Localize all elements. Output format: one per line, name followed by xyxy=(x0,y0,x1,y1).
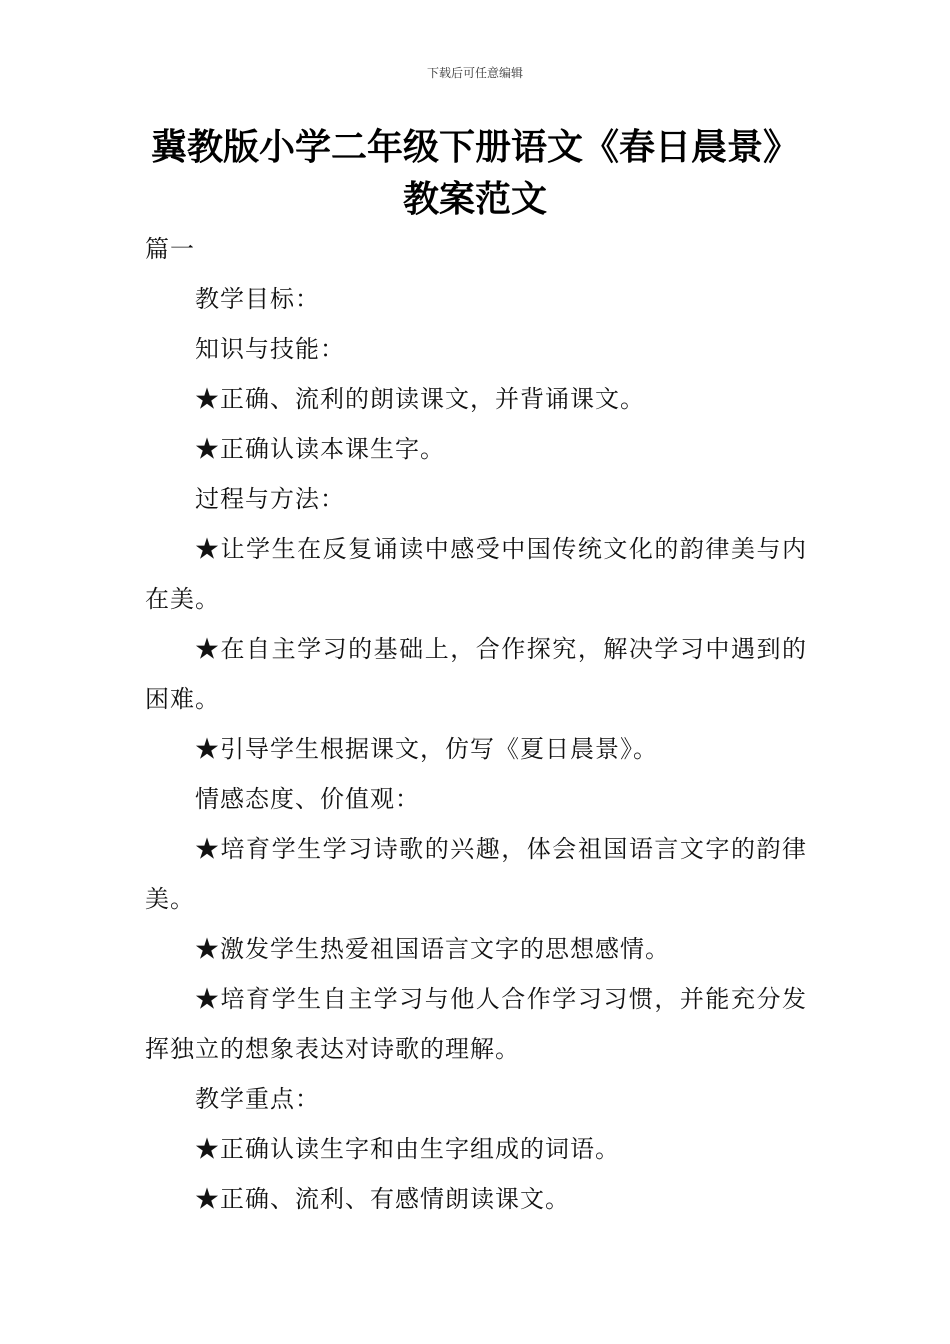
title-line-1: 冀教版小学二年级下册语文《春日晨景》 xyxy=(150,127,799,168)
paragraph-bullet: ★正确、流利的朗读课文，并背诵课文。 xyxy=(195,385,645,413)
document-title xyxy=(120,122,830,226)
paragraph-bullet: ★培育学生学习诗歌的兴趣，体会祖国语言文字的韵律美。 xyxy=(145,835,807,913)
paragraph-knowledge-skills: 知识与技能： xyxy=(195,335,345,363)
paragraph-bullet: ★培育学生自主学习与他人合作学习习惯，并能充分发挥独立的想象表达对诗歌的理解。 xyxy=(145,985,807,1063)
paragraph-bullet: ★正确认读生字和由生字组成的词语。 xyxy=(195,1135,620,1163)
document-body xyxy=(145,224,807,1224)
paragraph-bullet: ★正确认读本课生字。 xyxy=(195,435,445,463)
paragraph-bullet: ★在自主学习的基础上，合作探究，解决学习中遇到的困难。 xyxy=(145,635,807,713)
paragraph-bullet: ★正确、流利、有感情朗读课文。 xyxy=(195,1185,570,1213)
paragraph-teaching-focus: 教学重点： xyxy=(195,1085,320,1113)
header-note: 下载后可任意编辑 xyxy=(426,66,523,80)
paragraph-emotion-values: 情感态度、价值观： xyxy=(195,785,420,813)
paragraph-process-methods: 过程与方法： xyxy=(195,485,345,513)
paragraph-teaching-goals: 教学目标： xyxy=(195,285,320,313)
title-line-2: 教案范文 xyxy=(402,179,547,220)
paragraph-bullet: ★激发学生热爱祖国语言文字的思想感情。 xyxy=(195,935,670,963)
paragraph-bullet: ★让学生在反复诵读中感受中国传统文化的韵律美与内在美。 xyxy=(145,535,807,613)
paragraph-bullet: ★引导学生根据课文，仿写《夏日晨景》。 xyxy=(195,735,658,763)
section-heading: 篇一 xyxy=(145,235,195,263)
